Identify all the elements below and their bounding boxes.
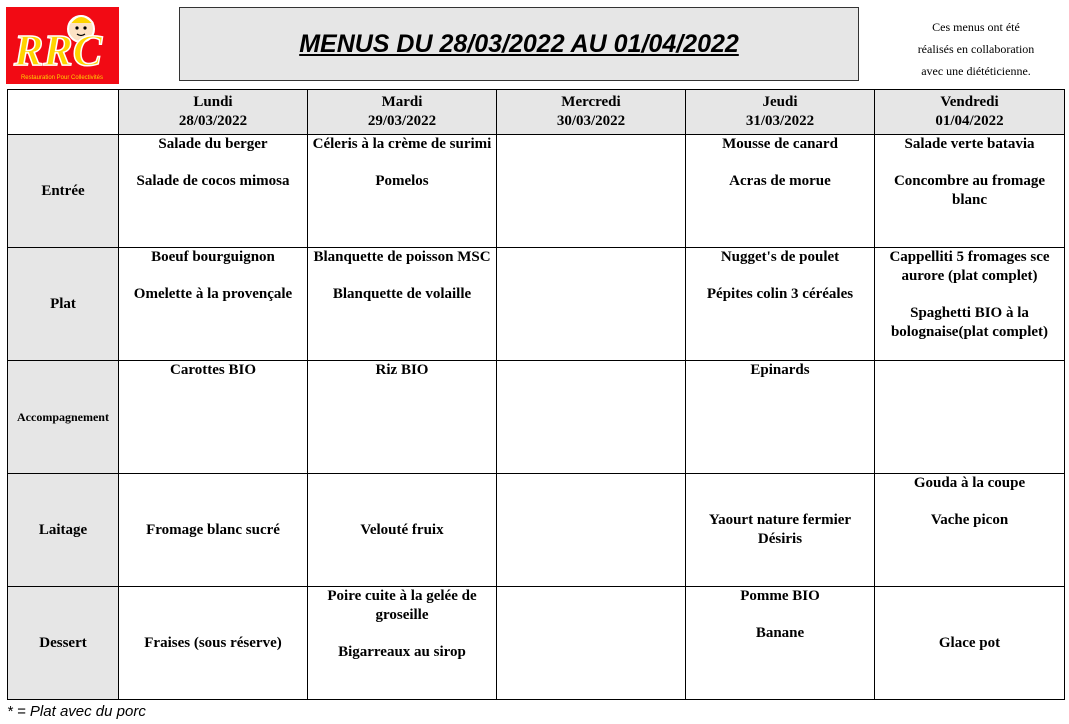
page-title: MENUS DU 28/03/2022 AU 01/04/2022 [299,29,739,58]
dish: Carottes BIO [170,362,256,378]
dish: Banane [755,625,805,641]
dish: Cappelliti 5 fromages sce aurore (plat complet) [889,249,1050,284]
menu-cell [875,135,1065,248]
dish: Mousse de canard [722,136,838,152]
note-line: avec une diététicienne. [921,64,1031,78]
svg-text:RRC: RRC [14,26,103,75]
logo-graphic [6,7,119,84]
dish: Spaghetti BIO à la bolognaise(plat complet) [890,305,1049,340]
dish: Epinards [750,362,810,378]
menu-cell [875,248,1065,361]
dish: Poire cuite à la gelée de groseille [327,588,477,623]
dish: Yaourt nature fermier Désiris [708,512,852,547]
day-header [686,90,875,135]
menu-cell [686,474,875,587]
course-label: Entrée [8,135,119,248]
dish: Riz BIO [375,362,429,378]
dish: Fraises (sous réserve) [144,634,282,651]
menu-cell [119,361,308,474]
course-label: Accompagnement [8,361,119,474]
day-date: 31/03/2022 [745,113,815,129]
dish: Velouté fruix [360,521,444,538]
day-date: 29/03/2022 [367,113,437,129]
day-name: Jeudi [762,94,798,110]
dish: Fromage blanc sucré [146,521,280,538]
menu-cell [686,587,875,700]
course-label: Laitage [8,474,119,587]
dish: Salade du berger [158,136,268,152]
menu-cell [119,248,308,361]
course-label: Dessert [8,587,119,700]
dish: Boeuf bourguignon [151,249,275,265]
corner-cell [8,90,119,135]
note-line: Ces menus ont été [932,20,1020,34]
dish: Blanquette de volaille [332,286,472,302]
menu-cell [686,361,875,474]
menu-cell [308,361,497,474]
menu-cell [119,135,308,248]
day-date: 01/04/2022 [935,113,1004,129]
dish: Omelette à la provençale [133,286,293,302]
menu-cell [308,587,497,700]
dish: Salade verte batavia [904,136,1035,152]
day-name: Vendredi [940,94,999,110]
menu-cell [119,587,308,700]
course-row [8,587,1065,700]
dish: Céleris à la crème de surimi [312,136,492,152]
menu-cell [497,248,686,361]
course-label: Plat [8,248,119,361]
dish: Acras de morue [729,173,831,189]
day-header [497,90,686,135]
menu-cell [308,135,497,248]
day-header [875,90,1065,135]
menu-cell [308,474,497,587]
svg-text:Restauration Pour Collectivité: Restauration Pour Collectivités [20,75,104,81]
day-date: 28/03/2022 [178,113,248,129]
title-box [179,7,859,81]
menu-cell [497,361,686,474]
pork-footnote: * = Plat avec du porc [7,703,146,720]
course-row [8,474,1065,587]
dish: Salade de cocos mimosa [136,173,290,189]
dish: Glace pot [938,634,1001,651]
dietitian-note [892,16,1060,82]
menu-cell [497,474,686,587]
dish: Bigarreaux au sirop [338,644,466,660]
course-row [8,361,1065,474]
menu-cell [875,587,1065,700]
day-date: 30/03/2022 [556,113,626,129]
course-row [8,248,1065,361]
dish: Vache picon [930,512,1009,528]
dish: Concombre au fromage blanc [893,173,1046,208]
menu-cell [875,474,1065,587]
menu-table [7,89,1065,700]
menu-cell [119,474,308,587]
menu-cell [875,361,1065,474]
dish: Pépites colin 3 céréales [706,286,854,302]
dish: Nugget's de poulet [720,249,840,265]
day-name: Mercredi [561,94,621,110]
day-header [119,90,308,135]
menu-cell [686,135,875,248]
course-row [8,135,1065,248]
menu-cell [686,248,875,361]
rrc-logo [6,7,119,84]
menu-cell [497,135,686,248]
header-row [8,90,1065,135]
menu-cell [308,248,497,361]
dish: Blanquette de poisson MSC [313,249,491,265]
dish: Gouda à la coupe [913,475,1026,491]
day-name: Mardi [381,94,423,110]
dish: Pomelos [375,173,429,189]
day-header [308,90,497,135]
menu-cell [497,587,686,700]
day-name: Lundi [193,94,233,110]
dish: Pomme BIO [740,588,820,604]
note-line: réalisés en collaboration [917,42,1035,56]
